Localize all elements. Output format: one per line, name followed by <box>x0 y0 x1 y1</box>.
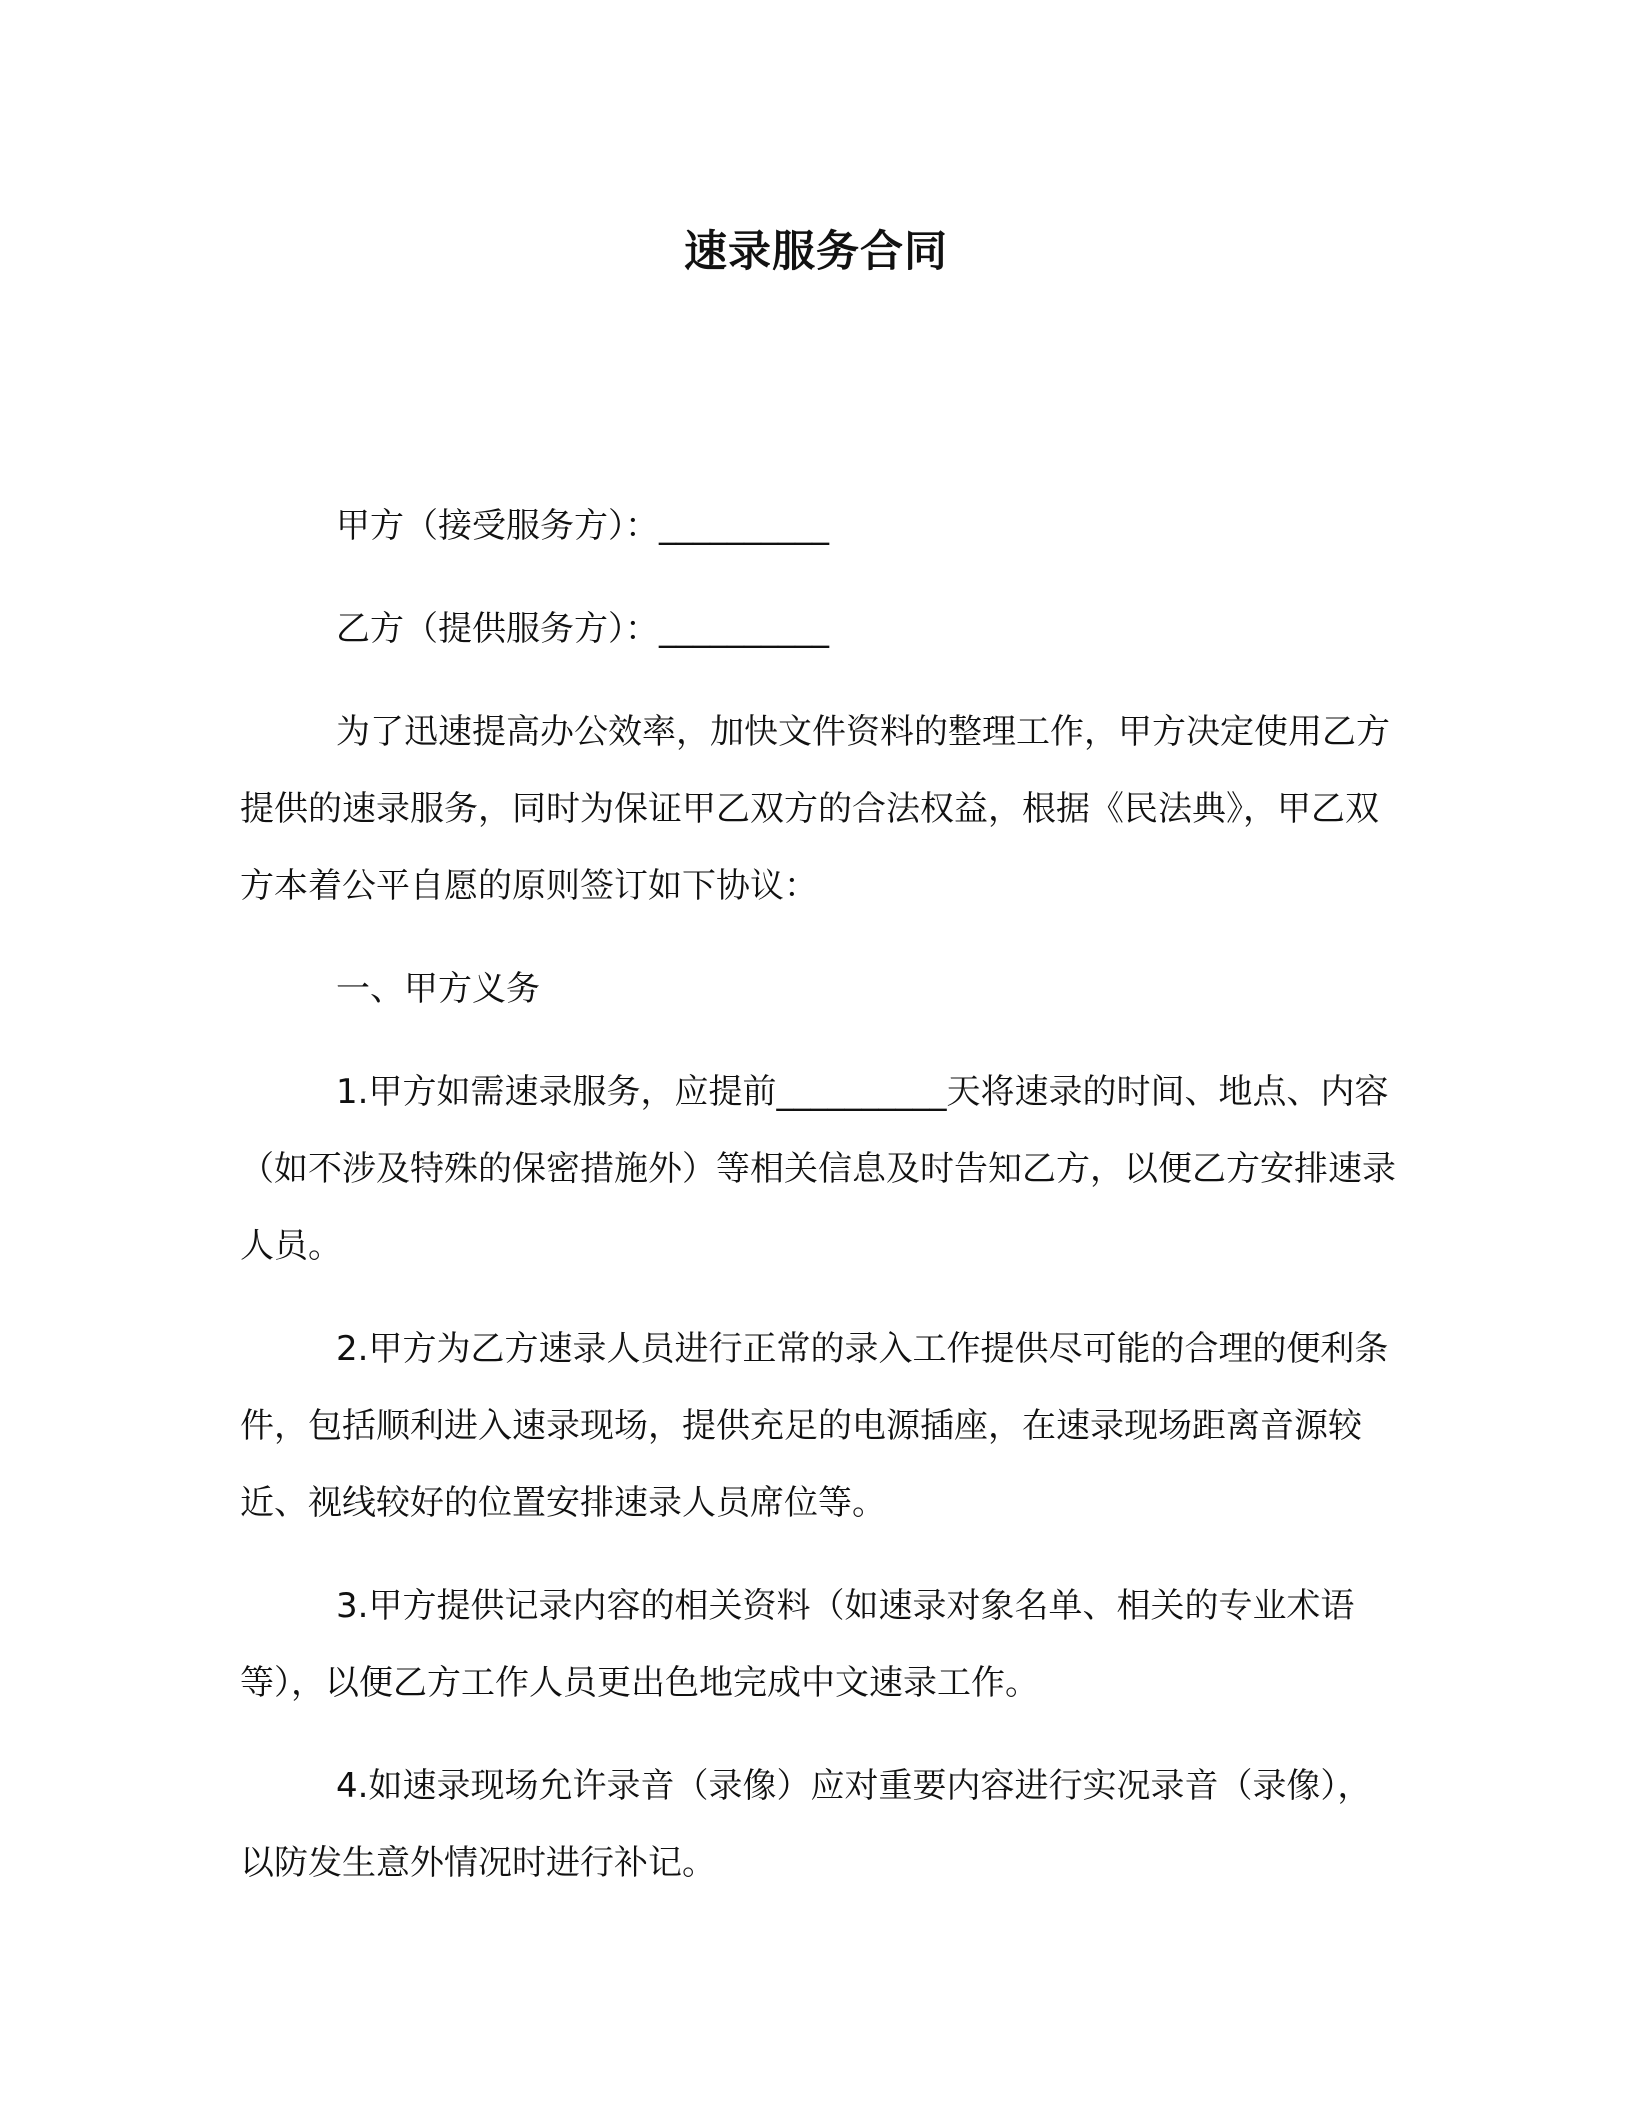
clause-3: 3.甲方提供记录内容的相关资料（如速录对象名单、相关的专业术语等），以便乙方工作人员更出色地完成中文速录工作。 <box>240 1586 1355 1703</box>
clause-2: 2.甲方为乙方速录人员进行正常的录入工作提供尽可能的合理的便利条件，包括顺利进入速录现场，提供充足的电源插座，在速录现场距离音源较近、视线较好的位置安排速录人员席位等。 <box>240 1329 1389 1523</box>
party-a-line: 甲方（接受服务方）：__________ <box>336 506 829 546</box>
document-body <box>240 488 1400 1902</box>
party-b-line: 乙方（提供服务方）：__________ <box>336 609 829 649</box>
document-title: 速录服务合同 <box>684 227 948 277</box>
section-heading: 一、甲方义务 <box>336 969 540 1009</box>
clause-1: 1.甲方如需速录服务，应提前__________天将速录的时间、地点、内容（如不涉及特殊的保密措施外）等相关信息及时告知乙方，以便乙方安排速录人员。 <box>240 1072 1396 1266</box>
clause-4: 4.如速录现场允许录音（录像）应对重要内容进行实况录音（录像），以防发生意外情况时进行补记。 <box>240 1766 1372 1883</box>
intro-paragraph: 为了迅速提高办公效率，加快文件资料的整理工作，甲方决定使用乙方提供的速录服务，同时为保证甲乙双方的合法权益，根据《民法典》，甲乙双方本着公平自愿的原则签订如下协议： <box>240 712 1390 906</box>
